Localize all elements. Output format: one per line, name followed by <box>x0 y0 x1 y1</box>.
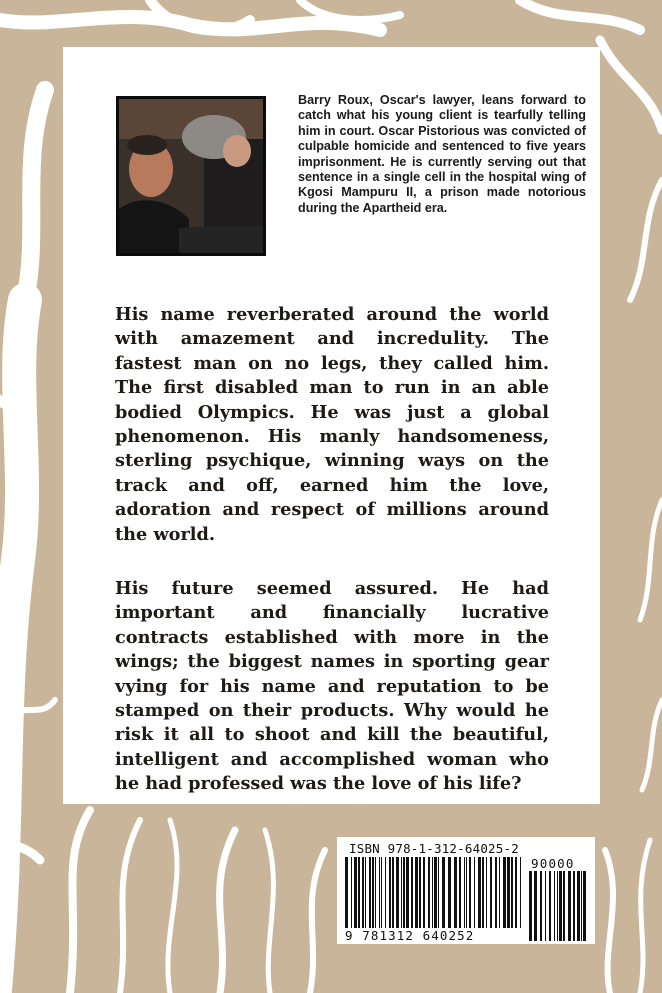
barcode-bar <box>365 857 366 929</box>
barcode-bar <box>583 871 586 941</box>
barcode-bar <box>499 857 500 929</box>
barcode-bar <box>559 871 562 941</box>
barcode-bar <box>459 857 461 929</box>
barcode-bar <box>448 857 451 929</box>
barcode-bar <box>577 871 580 941</box>
ean-digits: 9 781312 640252 <box>345 928 523 943</box>
body-paragraph-1: His name reverberated around the world with amazement and incredulity. The fastest man on no legs, they called him. The first disabled man to run in an able bodied Olympics. He was just a global phenomenon. His manly handsomeness, sterling psychique, winning ways on the track and off, earned him the love, adoration and respect of millions around the world. <box>115 304 549 545</box>
barcode-bar <box>495 857 497 929</box>
barcode-bar <box>478 857 481 929</box>
barcode-bar <box>486 857 487 929</box>
barcode-bar <box>534 871 537 941</box>
barcode-bar <box>482 857 484 929</box>
barcode-bar <box>490 857 492 929</box>
barcode-bar <box>432 857 433 929</box>
barcode-bar <box>549 871 551 941</box>
barcode-bar <box>581 871 582 941</box>
barcode-bar <box>474 857 475 929</box>
barcode-bar <box>428 857 430 929</box>
barcode-bar <box>415 857 418 929</box>
court-photo <box>116 96 266 256</box>
barcode-bar <box>557 871 558 941</box>
barcode-bar <box>469 857 471 929</box>
ean-barcode-bars <box>345 857 521 929</box>
barcode-bar <box>358 857 360 929</box>
barcode-bar <box>375 857 376 929</box>
barcode-bar <box>515 857 517 929</box>
barcode-bar <box>372 857 374 929</box>
addon-barcode-bars <box>529 871 587 941</box>
barcode-bar <box>466 857 467 929</box>
barcode-bar <box>438 857 439 929</box>
isbn-barcode <box>337 837 595 944</box>
barcode-bar <box>423 857 425 929</box>
barcode-bar <box>392 857 394 929</box>
addon-digits: 90000 <box>531 856 575 871</box>
photo-caption: Barry Roux, Oscar's lawyer, leans forward to catch what his young client is tearfully telling him in court. Oscar Pistorious was convicted of culpable homicide and sentenced to five years imprisonment. He is currently serving out that sentence in a single cell in the hospital wing of Kgosi Mampuru II, a prison made notorious during the Apartheid era. <box>298 93 586 215</box>
barcode-bar <box>403 857 405 929</box>
barcode-bar <box>511 857 513 929</box>
barcode-bar <box>507 857 510 929</box>
barcode-bar <box>381 857 382 929</box>
barcode-bar <box>354 857 357 929</box>
barcode-bar <box>563 871 565 941</box>
barcode-bar <box>406 857 409 929</box>
barcode-bar <box>434 857 437 929</box>
barcode-bar <box>442 857 445 929</box>
text-panel <box>63 47 600 804</box>
barcode-bar <box>454 857 457 929</box>
barcode-bar <box>573 871 575 941</box>
isbn-label: ISBN 978-1-312-64025-2 <box>349 841 519 856</box>
barcode-bar <box>568 871 571 941</box>
barcode-bar <box>362 857 364 929</box>
barcode-bar <box>351 857 352 929</box>
barcode-bar <box>419 857 421 929</box>
court-photo-image <box>119 99 263 253</box>
barcode-bar <box>379 857 380 929</box>
barcode-bar <box>540 871 542 941</box>
barcode-bar <box>345 857 348 929</box>
body-paragraph-2: His future seemed assured. He had important and financially lucrative contracts established with more in the wings; the biggest names in sporting gear vying for his name and reputation to be stamped on their products. Why would he risk it all to shoot and kill the beautiful, intelligent and accomplished woman who he had professed was the love of his life? <box>115 578 549 795</box>
barcode-bar <box>396 857 399 929</box>
barcode-bar <box>401 857 402 929</box>
barcode-bar <box>411 857 413 929</box>
barcode-bar <box>545 871 546 941</box>
barcode-bar <box>554 871 555 941</box>
barcode-bar <box>464 857 465 929</box>
barcode-bar <box>503 857 506 929</box>
barcode-bar <box>520 857 521 929</box>
barcode-bar <box>369 857 371 929</box>
barcode-bar <box>389 857 391 929</box>
barcode-bar <box>529 871 532 941</box>
barcode-bar <box>385 857 386 929</box>
